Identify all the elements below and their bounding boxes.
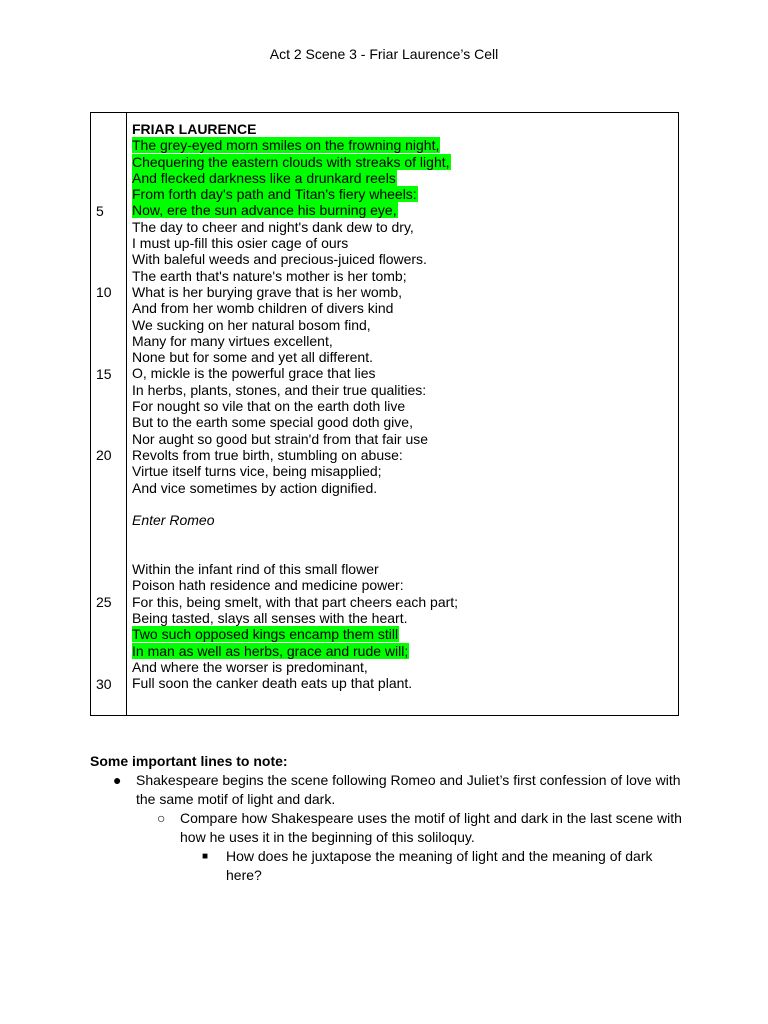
verse-line xyxy=(132,398,672,414)
highlighted-verse-line xyxy=(132,137,672,153)
verse-text: And flecked darkness like a drunkard reels xyxy=(132,169,396,186)
verse-text: Chequering the eastern clouds with streaks of light, xyxy=(132,153,450,170)
notes-title: Some important lines to note: xyxy=(90,753,288,769)
verse-line xyxy=(132,284,672,300)
highlighted-verse-line xyxy=(132,626,672,642)
document-title: Act 2 Scene 3 - Friar Laurence’s Cell xyxy=(269,46,499,62)
notes-section xyxy=(90,752,690,885)
bullet-square-icon: ■ xyxy=(202,851,209,862)
verse-text: And from her womb children of divers kind xyxy=(132,300,394,317)
verse-line xyxy=(132,480,672,496)
verse-text: I must up-fill this osier cage of ours xyxy=(132,235,349,252)
verse-line xyxy=(132,251,672,267)
verse-line xyxy=(132,382,672,398)
verse-line xyxy=(132,317,672,333)
verse-text: With baleful weeds and precious-juiced flowers. xyxy=(132,251,427,268)
verse-line xyxy=(132,447,672,463)
verse-text: None but for some and yet all different. xyxy=(132,349,373,366)
highlighted-verse-line xyxy=(132,643,672,659)
line-number-column xyxy=(91,113,127,715)
stage-direction: Enter Romeo xyxy=(132,512,215,529)
verse-text: In herbs, plants, stones, and their true qualities: xyxy=(132,381,427,398)
line-number: 10 xyxy=(96,284,112,300)
verse-block-1 xyxy=(132,137,672,496)
verse-text: Full soon the canker death eats up that plant. xyxy=(132,675,413,692)
bullet-circle-icon: ○ xyxy=(157,810,166,826)
verse-text: For this, being smelt, with that part cheers each part; xyxy=(132,593,459,610)
verse-text: In man as well as herbs, grace and rude will; xyxy=(132,642,409,659)
verse-line xyxy=(132,235,672,251)
bullet-text: How does he juxtapose the meaning of light and the meaning of dark here? xyxy=(226,848,653,883)
verse-text: Virtue itself turns vice, being misapplied; xyxy=(132,463,382,480)
verse-text: Many for many virtues excellent, xyxy=(132,332,333,349)
verse-line xyxy=(132,463,672,479)
line-number: 25 xyxy=(96,594,112,610)
passage-table xyxy=(90,112,679,716)
verse-text: What is her burying grave that is her womb, xyxy=(132,283,403,300)
verse-text: And vice sometimes by action dignified. xyxy=(132,479,378,496)
verse-text: But to the earth some special good doth give, xyxy=(132,414,413,431)
verse-block-2 xyxy=(132,561,672,691)
bullet-level-2 xyxy=(90,809,690,847)
verse-text: The day to cheer and night's dank dew to dry, xyxy=(132,218,414,235)
verse-line xyxy=(132,610,672,626)
highlighted-verse-line xyxy=(132,154,672,170)
verse-line xyxy=(132,414,672,430)
verse-line xyxy=(132,268,672,284)
verse-text: For nought so vile that on the earth doth live xyxy=(132,398,406,415)
line-number: 20 xyxy=(96,447,112,463)
verse-text: Within the infant rind of this small flower xyxy=(132,561,379,578)
verse-line xyxy=(132,675,672,691)
line-number: 15 xyxy=(96,365,112,382)
bullet-text: Compare how Shakespeare uses the motif of light and dark in the last scene with how he uses it in the beginning of this soliloquy. xyxy=(180,810,682,845)
verse-text: O, mickle is the powerful grace that lies xyxy=(132,365,376,382)
verse-line xyxy=(132,431,672,447)
verse-line xyxy=(132,561,672,577)
verse-line xyxy=(132,659,672,675)
verse-text: Poison hath residence and medicine power: xyxy=(132,577,404,594)
verse-text: The grey-eyed morn smiles on the frowning night, xyxy=(132,137,440,154)
verse-text: And where the worser is predominant, xyxy=(132,658,368,675)
verse-line xyxy=(132,577,672,593)
verse-text: Now, ere the sun advance his burning eye, xyxy=(132,202,397,219)
highlighted-verse-line xyxy=(132,202,672,218)
verse-text: Revolts from true birth, stumbling on abuse: xyxy=(132,446,403,463)
verse-text: From forth day's path and Titan's fiery wheels: xyxy=(132,186,417,203)
line-number: 5 xyxy=(96,202,104,219)
speaker-name: FRIAR LAURENCE xyxy=(132,121,257,137)
bullet-level-1 xyxy=(90,771,690,809)
verse-line xyxy=(132,300,672,316)
verse-line xyxy=(132,349,672,365)
bullet-text: Shakespeare begins the scene following Romeo and Juliet’s first confession of love with the same motif of light and dark. xyxy=(136,772,681,807)
highlighted-verse-line xyxy=(132,170,672,186)
highlighted-verse-line xyxy=(132,186,672,202)
verse-line xyxy=(132,219,672,235)
bullet-dot-icon: ● xyxy=(113,772,122,788)
verse-text: Being tasted, slays all senses with the heart. xyxy=(132,609,408,626)
spacer xyxy=(132,528,672,561)
verse-line xyxy=(132,333,672,349)
verse-text: Nor aught so good but strain'd from that fair use xyxy=(132,430,429,447)
line-number: 30 xyxy=(96,676,112,692)
verse-line xyxy=(132,594,672,610)
passage-text xyxy=(132,121,672,691)
verse-line xyxy=(132,365,672,381)
verse-text: Two such opposed kings encamp them still xyxy=(132,626,399,643)
bullet-level-3 xyxy=(90,847,690,885)
verse-text: The earth that's nature's mother is her tomb; xyxy=(132,267,407,284)
verse-text: We sucking on her natural bosom find, xyxy=(132,316,371,333)
